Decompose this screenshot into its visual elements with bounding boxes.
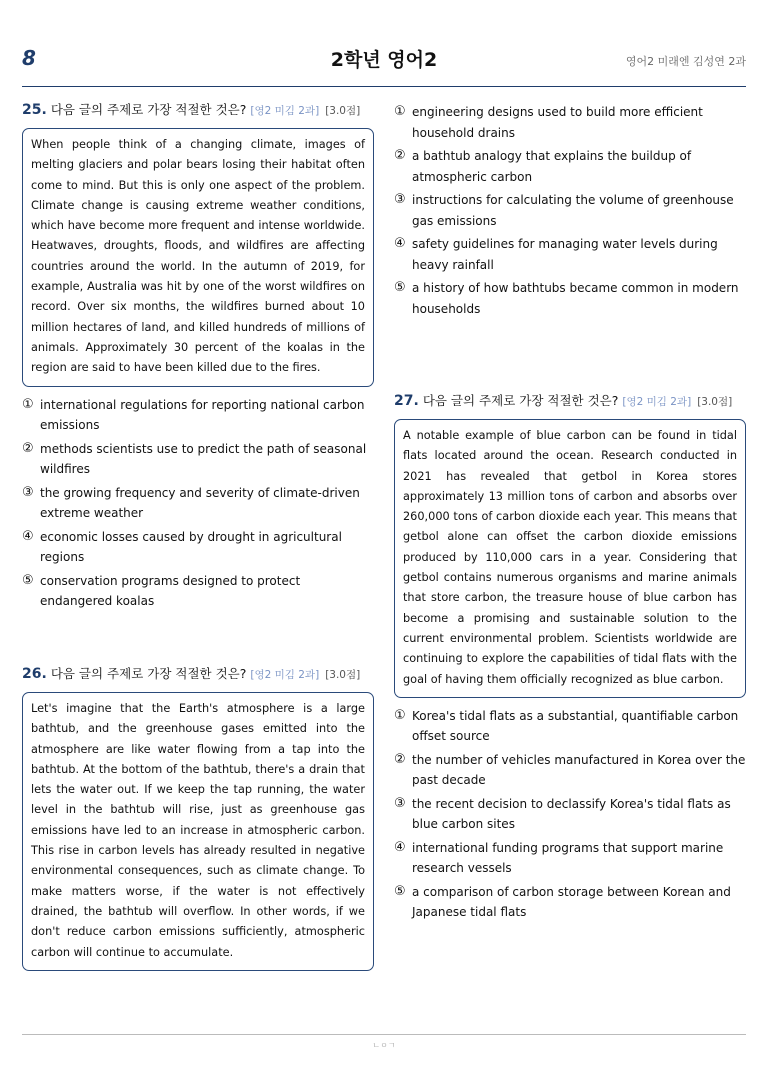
answer-choices (394, 706, 746, 923)
choice-number: ③ (22, 484, 34, 500)
answer-choice[interactable] (22, 483, 374, 524)
footer-divider (22, 1034, 746, 1035)
answer-choice[interactable] (394, 278, 746, 319)
question-prompt: 다음 글의 주제로 가장 적절한 것은? (422, 393, 619, 408)
choice-text: a bathtub analogy that explains the buildup of atmospheric carbon (412, 149, 692, 184)
question-25 (22, 101, 374, 615)
answer-choice[interactable] (394, 838, 746, 879)
choice-number: ② (22, 440, 34, 456)
answer-choice[interactable] (22, 439, 374, 480)
passage-box: When people think of a changing climate, images of melting glaciers and polar bears losing their habitat often come to mind. But this is only one aspect of the problem. Climate change is causing extreme weather conditions, which have become more frequent and intense worldwide. Heatwaves, droughts, floods, and wildfires are affecting countries around the world. In the autumn of 2019, for example, Australia was hit by one of the worst wildfires on record. Over six months, the wildfires burned about 10 million hectares of land, and killed hundreds of millions of animals. Approximately 30 percent of the koalas in the region are said to have been killed due to the fires. (22, 128, 374, 387)
question-header (22, 665, 374, 684)
question-number: 25. (22, 102, 47, 118)
choice-text: the recent decision to declassify Korea's tidal flats as blue carbon sites (412, 796, 731, 832)
answer-choices (394, 102, 746, 319)
choice-number: ④ (394, 839, 406, 855)
question-number: 26. (22, 666, 47, 682)
question-tag: [영2 미김 2과] (250, 669, 320, 681)
choice-text: economic losses caused by drought in agricultural regions (40, 529, 342, 565)
choice-text: Korea's tidal flats as a substantial, quantifiable carbon offset source (412, 708, 739, 744)
question-prompt: 다음 글의 주제로 가장 적절한 것은? (50, 666, 247, 681)
choice-number: ① (394, 707, 406, 723)
choice-text: the growing frequency and severity of climate-driven extreme weather (40, 485, 360, 521)
choice-number: ④ (394, 236, 406, 251)
question-score: [3.0점] (697, 396, 733, 408)
choice-text: the number of vehicles manufactured in Korea over the past decade (412, 752, 746, 788)
choice-number: ③ (394, 192, 406, 207)
choice-text: international funding programs that support marine research vessels (412, 840, 724, 876)
choice-number: ④ (22, 528, 34, 544)
choice-text: methods scientists use to predict the path of seasonal wildfires (40, 441, 367, 477)
answer-choice[interactable] (394, 794, 746, 835)
question-header (22, 101, 374, 120)
choice-number: ⑤ (394, 280, 406, 295)
subject-label: 영어2 미래엔 김성연 2과 (625, 55, 746, 68)
answer-choice[interactable] (394, 706, 746, 747)
choice-text: safety guidelines for managing water levels during heavy rainfall (412, 237, 718, 272)
passage-box: A notable example of blue carbon can be found in tidal flats located around the ocean. Research conducted in 2021 has revealed that getbol in Korea stores approximately 13 million tons of carbon and absorbs over 260,000 tons of carbon dioxide each year. This means that getbol alone can offset the carbon dioxide emissions produced by 110,000 cars in a year. Considering that getbol contains numerous organisms and marine animals that store carbon, the treasure house of blue carbon has become a promising and sustainable solution to the current environmental problem. Scientists worldwide are continuing to explore the capabilities of tidal flats with the goal of having them officially recognized as blue carbon. (394, 419, 746, 698)
answer-choice[interactable] (394, 102, 746, 143)
page-title: 2학년 영어2 (330, 49, 438, 71)
choice-text: instructions for calculating the volume of greenhouse gas emissions (412, 193, 734, 228)
answer-choice[interactable] (22, 527, 374, 568)
question-score: [3.0점] (325, 669, 361, 681)
answer-choices (22, 395, 374, 612)
page-header (22, 40, 746, 87)
question-prompt: 다음 글의 주제로 가장 적절한 것은? (50, 102, 247, 117)
answer-choice[interactable] (22, 395, 374, 436)
answer-choice[interactable] (394, 190, 746, 231)
choice-number: ⑤ (22, 572, 34, 588)
question-header (394, 392, 746, 411)
question-tag: [영2 미김 2과] (250, 105, 320, 117)
passage-box: Let's imagine that the Earth's atmosphere is a large bathtub, and the greenhouse gases emitted into the atmosphere are like water flowing from a tap into the bathtub. At the bottom of the bathtub, there's a drain that lets the water out. If we keep the tap running, the water level in the bathtub will rise, just as greenhouse gas emissions have led to an increase in atmospheric carbon. This rise in carbon levels has already resulted in negative environmental consequences, such as climate change. To make matters worse, if the water is not effectively drained, the bathtub will overflow. In other words, if we don't reduce carbon emissions sufficiently, atmospheric carbon will continue to accumulate. (22, 692, 374, 971)
choice-number: ① (22, 396, 34, 412)
answer-choice[interactable] (394, 882, 746, 923)
page-number: 8 (22, 46, 36, 70)
question-26 (22, 665, 374, 971)
choice-text: conservation programs designed to protect endangered koalas (40, 573, 301, 609)
question-number: 27. (394, 393, 419, 409)
answer-choice[interactable] (394, 234, 746, 275)
choice-number: ① (394, 104, 406, 119)
choice-text: engineering designs used to build more efficient household drains (412, 105, 703, 140)
choice-number: ② (394, 148, 406, 163)
choice-number: ② (394, 751, 406, 767)
answer-choice[interactable] (394, 146, 746, 187)
question-tag: [영2 미김 2과] (622, 396, 692, 408)
choice-number: ⑤ (394, 883, 406, 899)
answer-choice[interactable] (394, 750, 746, 791)
choice-text: international regulations for reporting national carbon emissions (40, 397, 365, 433)
choice-number: ③ (394, 795, 406, 811)
footer-text: ㄴㅇㄱ (372, 1041, 396, 1050)
answer-choice[interactable] (22, 571, 374, 612)
question-26-choices (394, 94, 746, 322)
choice-text: a comparison of carbon storage between Korean and Japanese tidal flats (412, 884, 731, 920)
question-score: [3.0점] (325, 105, 361, 117)
question-27 (394, 392, 746, 926)
choice-text: a history of how bathtubs became common in modern households (412, 281, 739, 316)
